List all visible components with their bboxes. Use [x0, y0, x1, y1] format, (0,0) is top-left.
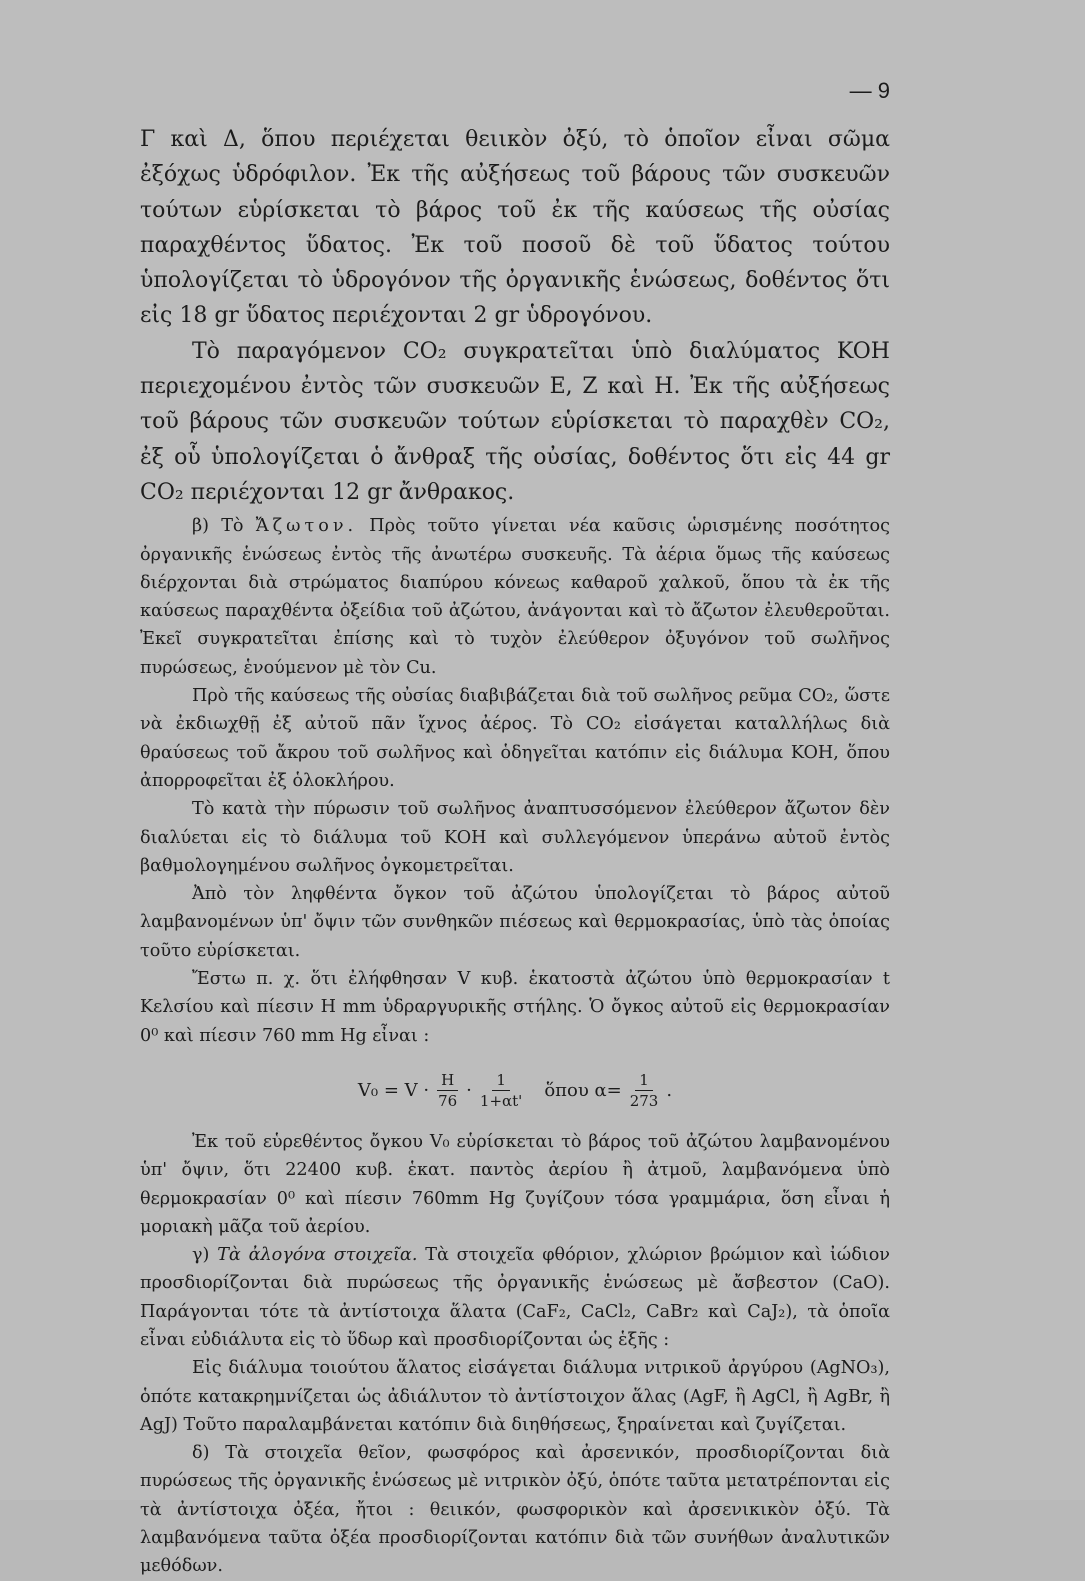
formula-fraction-alpha-num: 1: [635, 1070, 653, 1091]
small-text-section: [140, 512, 890, 1580]
formula-fraction-alpha-den: 273: [629, 1092, 659, 1111]
paragraph-sulfur-phosphorus-text: θεῖον, φωσφόρος καὶ ἀρσενικόν, προσδιορίζονται διὰ πυρώσεως τῆς ὀργανικῆς ἑνώσεως μὲ νιτρικὸν ὀξύ, ὁπότε ταῦτα μετατρέπονται εἰς τὰ ἀντίστοιχα ὀξέα, ἤτοι : θειικόν, φωσφορικὸν καὶ ἀρσενικικὸν ὀξύ. Τὰ λαμβανόμενα ταῦτα ὀξέα προσδιορίζονται κατόπιν διὰ τῶν συνήθων ἀναλυτικῶν μεθόδων.: [140, 1443, 891, 1577]
formula-where: ὅπου α=: [544, 1080, 622, 1102]
formula-fraction-pressure: [437, 1070, 458, 1111]
section-term-halogens: Τὰ ἀλογόνα στοιχεῖα.: [217, 1245, 418, 1266]
formula-fraction-temperature: [480, 1070, 522, 1111]
formula-fraction-temperature-num: 1: [492, 1070, 510, 1091]
paragraph-halogens-text: Τὰ στοιχεῖα φθόριον, χλώριον βρώμιον καὶ ἰώδιον προσδιορίζονται διὰ πυρώσεως τῆς ὀργανικῆς ἑνώσεως μὲ ἄσβεστον (CaO). Παράγονται τότε τὰ ἀντίστοιχα ἅλατα (CaF₂, CaCl₂, CaBr₂ καὶ CaJ₂), τὰ ὁποῖα εἶναι εὐδιάλυτα εἰς τὸ ὕδωρ καὶ προσδιορίζονται ὡς ἑξῆς :: [140, 1245, 890, 1350]
paragraph-nitrogen-weight: Ἀπὸ τὸν ληφθέντα ὄγκον τοῦ ἀζώτου ὑπολογίζεται τὸ βάρος αὐτοῦ λαμβανομένων ὑπ' ὄψιν τῶν συνθηκῶν πιέσεως καὶ θερμοκρασίας, ὑπὸ τὰς ὁποίας τοῦτο εὑρίσκεται.: [140, 884, 890, 961]
paragraph-silver-nitrate: Εἰς διάλυμα τοιούτου ἅλατος εἰσάγεται διάλυμα νιτρικοῦ ἀργύρου (AgNO₃), ὁπότε κατακρημνίζεται ὡς ἀδιάλυτον τὸ ἀντίστοιχον ἅλας (AgF, ἢ AgCl, ἢ AgBr, ἢ AgJ) Τοῦτο παραλαμβάνεται κατόπιν διὰ διηθήσεως, ξηραίνεται καὶ ζυγίζεται.: [140, 1358, 890, 1435]
page-body: [140, 122, 890, 1581]
section-label-c: γ): [192, 1245, 210, 1266]
paragraph-nitrogen-collection: Τὸ κατὰ τὴν πύρωσιν τοῦ σωλῆνος ἀναπτυσσόμενον ἐλεύθερον ἄζωτον δὲν διαλύεται εἰς τὸ διάλυμα τοῦ KOH καὶ συλλεγόμενον ὑπεράνω αὐτοῦ ἐντὸς βαθμολογημένου σωλῆνος ὀγκομετρεῖται.: [140, 799, 890, 876]
formula-end: .: [666, 1080, 673, 1102]
paragraph-carbon: Τὸ παραγόμενον CO₂ συγκρατεῖται ὑπὸ διαλύματος KOH περιεχομένου ἐντὸς τῶν συσκευῶν E, Z καὶ H. Ἐκ τῆς αὐξήσεως τοῦ βάρους τῶν συσκευῶν τούτων εὑρίσκεται τὸ παραχθὲν CO₂, ἐξ οὗ ὑπολογίζεται ὁ ἄνθραξ τῆς οὐσίας, δοθέντος ὅτι εἰς 44 gr CO₂ περιέχονται 12 gr ἄνθρακος.: [140, 338, 890, 505]
formula-fraction-pressure-num: H: [437, 1070, 458, 1091]
formula-lhs: V₀ = V ·: [357, 1080, 430, 1102]
section-label-d: δ) Τὰ στοιχεῖα: [192, 1443, 343, 1464]
paragraph-hydrogen: Γ καὶ Δ, ὅπου περιέχεται θειικὸν ὀξύ, τὸ ὁποῖον εἶναι σῶμα ἐξόχως ὑδρόφιλον. Ἐκ τῆς αὐξήσεως τοῦ βάρους τῶν συσκευῶν τούτων εὑρίσκεται τὸ βάρος τοῦ ἐκ τῆς καύσεως τῆς οὐσίας παραχθέντος ὕδατος. Ἐκ τοῦ ποσοῦ δὲ τοῦ ὕδατος τούτου ὑπολογίζεται τὸ ὑδρογόνον τῆς ὀργανικῆς ἑνώσεως, δοθέντος ὅτι εἰς 18 gr ὕδατος περιέχονται 2 gr ὑδρογόνου.: [140, 127, 890, 329]
formula-dot: ·: [466, 1080, 472, 1102]
paragraph-halogens: [140, 1241, 890, 1354]
volume-formula: [140, 1058, 890, 1124]
large-text-section: [140, 122, 890, 510]
paragraph-molar-volume: Ἐκ τοῦ εὑρεθέντος ὄγκου V₀ εὑρίσκεται τὸ βάρος τοῦ ἀζώτου λαμβανομένου ὑπ' ὄψιν, ὅτι 22400 κυβ. ἑκατ. παντὸς ἀερίου ἢ ἀτμοῦ, λαμβανόμενα ὑπὸ θερμοκρασίαν 0⁰ καὶ πίεσιν 760mm Hg ζυγίζουν τόσα γραμμάρια, ὅση εἶναι ἡ μοριακὴ μᾶζα τοῦ ἀερίου.: [140, 1131, 890, 1237]
paragraph-co2-flush: Πρὸ τῆς καύσεως τῆς οὐσίας διαβιβάζεται διὰ τοῦ σωλῆνος ρεῦμα CO₂, ὥστε νὰ ἐκδιωχθῇ ἐξ αὐτοῦ πᾶν ἴχνος ἀέρος. Τὸ CO₂ εἰσάγεται καταλλήλως διὰ θραύσεως τοῦ ἄκρου τοῦ σωλῆνος καὶ ὁδηγεῖται κατόπιν εἰς διάλυμα KOH, ὅπου ἀπορροφεῖται ἐξ ὁλοκλήρου.: [140, 686, 890, 791]
paragraph-example: Ἔστω π. χ. ὅτι ἐλήφθησαν V κυβ. ἑκατοστὰ ἀζώτου ὑπὸ θερμοκρασίαν t Κελσίου καὶ πίεσιν H mm ὑδραργυρικῆς στήλης. Ὁ ὄγκος αὐτοῦ εἰς θερμοκρασίαν 0⁰ καὶ πίεσιν 760 mm Hg εἶναι :: [140, 969, 890, 1046]
paragraph-nitrogen: [140, 512, 890, 682]
formula-fraction-temperature-den: 1+αt': [479, 1092, 523, 1111]
section-term-nitrogen: Ἄζωτον.: [255, 516, 358, 537]
formula-fraction-alpha: [630, 1070, 659, 1111]
section-label-b: β) Τὸ: [192, 516, 244, 537]
formula-fraction-pressure-den: 76: [438, 1092, 458, 1111]
paragraph-sulfur-phosphorus: [140, 1439, 890, 1580]
paragraph-nitrogen-text: Πρὸς τοῦτο γίνεται νέα καῦσις ὡρισμένης ποσότητος ὀργανικῆς ἑνώσεως ἐντὸς τῆς ἀνωτέρω συσκευῆς. Τὰ ἀέρια ὅμως τῆς καύσεως διέρχονται διὰ στρώματος διαπύρου κόνεως καθαροῦ χαλκοῦ, ὅπου τὰ ἐκ τῆς καύσεως παραχθέντα ὀξείδια τοῦ ἀζώτου, ἀνάγονται καὶ τὸ ἄζωτον ἐλευθεροῦται. Ἐκεῖ συγκρατεῖται ἐπίσης καὶ τὸ τυχὸν ἐλεύθερον ὀξυγόνον τοῦ σωλῆνος πυρώσεως, ἑνούμενον μὲ τὸν Cu.: [140, 516, 890, 678]
page-number: — 9: [849, 78, 890, 103]
